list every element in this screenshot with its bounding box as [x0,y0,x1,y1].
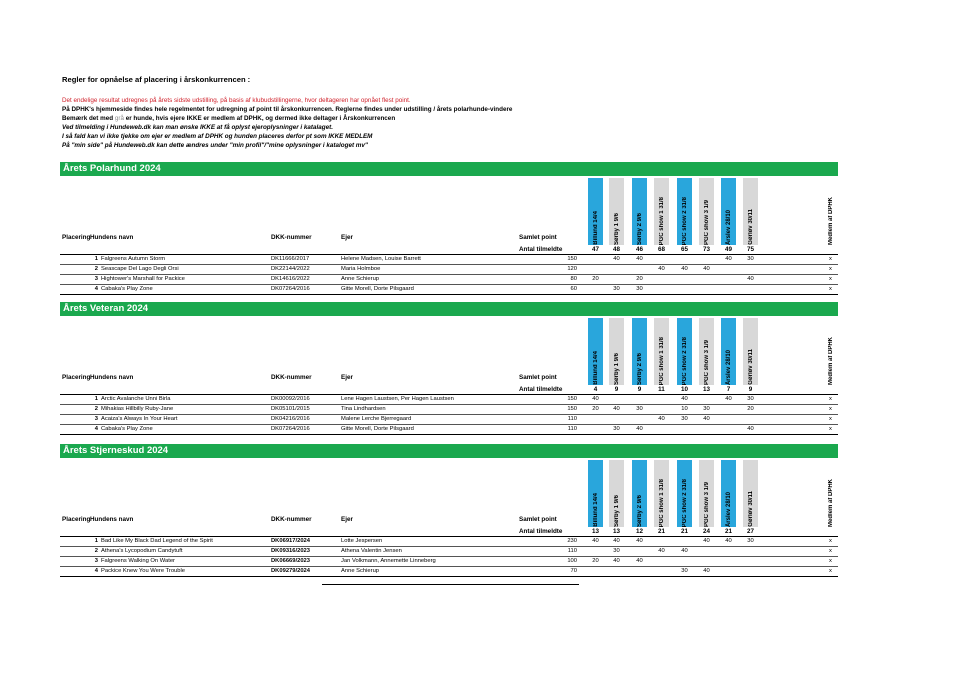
owner-cell: Anne Schierup [341,276,380,282]
table-row [60,265,838,275]
points-cell: 30 [613,426,620,432]
section-title: Årets Polarhund 2024 [60,162,838,176]
column-header-show [632,460,647,527]
table-row [60,415,838,425]
section-1 [60,162,838,295]
show-label: Sørby 2 9/6 [636,494,643,527]
column-header-placering: Placering [62,374,91,381]
member-cell: x [829,548,832,554]
count-cell: 27 [746,528,754,535]
points-cell: 30 [636,286,643,292]
column-header-ejer: Ejer [341,374,353,381]
show-label: Årslev 28/10 [725,491,732,527]
points-cell: 40 [658,266,665,272]
counts-row [60,386,838,395]
count-cell: 12 [635,528,643,535]
antal-label: Antal tilmeldte [519,386,563,393]
points-cell: 40 [592,538,599,544]
rules-text [62,96,842,150]
rules-line-3b: er hunde, hvis ejere IKKE er medlem af DPHK, og dermed ikke deltager i Årskonkurrencen [123,115,396,122]
placering-cell: 3 [94,416,98,422]
member-cell: x [829,416,832,422]
owner-cell: Anne Schierup [341,568,380,574]
rules-line-5: I så fald kan vi ikke tjekke om ejer er medlem af DPHK og hunden placeres derfor pt som IKKE MEDLEM [62,133,373,140]
owner-cell: Malene Lerche Bjerregaard [341,416,412,422]
table-row [60,405,838,415]
name-cell: Bad Like My Black Dad Legend of the Spirit [101,538,213,544]
show-label: PGC show 3 1/9 [703,199,710,245]
column-header-show [699,178,714,245]
show-label: PGC show 1 31/8 [658,336,665,385]
column-header-dkk: DKK-nummer [271,234,312,241]
section-title: Årets Veteran 2024 [60,302,838,316]
table-row [60,547,838,557]
placering-cell: 2 [94,548,98,554]
table-row [60,425,838,435]
count-cell: 21 [680,528,688,535]
dkk-cell: DK07264/2016 [271,426,310,432]
total-cell: 150 [567,396,577,402]
points-cell: 40 [613,538,620,544]
points-cell: 30 [613,548,620,554]
points-cell: 40 [636,256,643,262]
placering-cell: 2 [94,406,98,412]
points-cell: 30 [681,568,688,574]
show-label: Sørby 2 9/6 [636,212,643,245]
owner-cell: Gitte Morell, Dorte Pilsgaard [341,286,414,292]
table-row [60,395,838,405]
count-cell: 48 [612,246,620,253]
placering-cell: 4 [94,426,98,432]
points-cell: 40 [658,416,665,422]
rules-line-6: På "min side" på Hundeweb.dk kan dette ændres under "min profil"/"mine oplysninger i kataloget mv" [62,142,368,149]
show-label: Billund 14/4 [592,211,599,245]
section-title: Årets Stjerneskud 2024 [60,444,838,458]
total-cell: 110 [567,548,577,554]
column-header-show [677,318,692,385]
dkk-cell: DK11666/2017 [271,256,310,262]
count-cell: 4 [593,386,598,393]
points-cell: 40 [613,558,620,564]
table-row [60,567,838,577]
dkk-cell: DK06669/2023 [271,558,310,564]
name-cell: Seascape Del Lago Degli Orsi [101,266,179,272]
show-label: Sørby 2 9/6 [636,352,643,385]
count-cell: 75 [746,246,754,253]
column-header-show [743,178,758,245]
points-cell: 40 [703,568,710,574]
counts-row [60,528,838,537]
column-header-show [699,460,714,527]
points-cell: 20 [747,406,754,412]
show-label: Sørby 1 9/6 [613,494,620,527]
column-header-navn: Hundens navn [90,374,134,381]
column-header-placering: Placering [62,516,91,523]
count-cell: 21 [724,528,732,535]
count-cell: 73 [702,246,710,253]
name-cell: Mihakias Hillbilly Ruby-Jane [101,406,174,412]
name-cell: Cabaka's Play Zone [101,426,153,432]
column-header-show [654,460,669,527]
show-label: Årslev 28/10 [725,209,732,245]
placering-cell: 4 [94,568,98,574]
column-header-show [677,460,692,527]
member-cell: x [829,538,832,544]
points-cell: 40 [681,266,688,272]
column-header-show [654,178,669,245]
show-label: PGC show 1 31/8 [658,478,665,527]
points-cell: 30 [636,406,643,412]
show-label: PGC show 3 1/9 [703,339,710,385]
member-cell: x [829,568,832,574]
column-header-dkk: DKK-nummer [271,516,312,523]
points-cell: 40 [725,538,732,544]
count-cell: 68 [657,246,665,253]
table-row [60,557,838,567]
total-cell: 60 [570,286,577,292]
total-cell: 110 [567,426,577,432]
show-label: PGC show 2 31/8 [681,196,688,245]
total-cell: 120 [567,266,577,272]
total-cell: 110 [567,416,577,422]
points-cell: 40 [636,426,643,432]
points-cell: 30 [613,286,620,292]
points-cell: 20 [636,276,643,282]
show-label: Billund 14/4 [592,351,599,385]
owner-cell: Helene Madsen, Louise Barrett [341,256,421,262]
column-header-show [609,318,624,385]
column-header-samlet: Samlet point [519,234,557,241]
points-cell: 40 [725,396,732,402]
name-cell: Athena's Lycopodium Candytuft [101,548,183,554]
dkk-cell: DK09316/2023 [271,548,310,554]
points-cell: 40 [681,396,688,402]
name-cell: Falgreens Autumn Storm [101,256,166,262]
placering-cell: 4 [94,286,98,292]
member-cell: x [829,426,832,432]
dkk-cell: DK09279/2024 [271,568,310,574]
antal-label: Antal tilmeldte [519,528,563,535]
points-cell: 20 [592,276,599,282]
show-label: Gørløv 30/11 [747,491,754,527]
closing-rule [322,584,579,585]
column-header-medlem [823,178,838,245]
antal-label: Antal tilmeldte [519,246,563,253]
column-header-show [588,178,603,245]
count-cell: 11 [658,386,665,393]
points-cell: 40 [747,426,754,432]
count-cell: 9 [614,386,619,393]
points-cell: 40 [703,538,710,544]
name-cell: Packice Knew You Were Trouble [101,568,185,574]
column-header-show [699,318,714,385]
show-label: Sørby 1 9/6 [613,352,620,385]
member-cell: x [829,276,832,282]
owner-cell: Tina Lindhardsen [341,406,386,412]
points-cell: 20 [592,406,599,412]
show-label: Billund 14/4 [592,493,599,527]
member-cell: x [829,396,832,402]
column-header-show [721,318,736,385]
column-header-ejer: Ejer [341,516,353,523]
total-cell: 70 [570,568,577,574]
points-cell: 30 [747,538,754,544]
dkk-cell: DK04216/2016 [271,416,310,422]
name-cell: Falgreens Walking On Water [101,558,175,564]
points-cell: 40 [725,256,732,262]
column-header-show [721,178,736,245]
points-cell: 40 [703,416,710,422]
show-label: Sørby 1 9/6 [613,212,620,245]
column-header-show [743,318,758,385]
column-header-show [743,460,758,527]
points-cell: 10 [681,406,688,412]
points-cell: 40 [636,558,643,564]
member-cell: x [829,266,832,272]
table-row [60,285,838,295]
rules-title: Regler for opnåelse af placering i årskonkurrencen : [62,75,251,84]
table-header [60,458,838,528]
column-header-samlet: Samlet point [519,374,557,381]
rules-line-2: På DPHK's hjemmeside findes hele regelmentet for udregning af point til årskonkurrencen. Reglerne findes under udstilling / årets polarhunde-vindere [62,106,513,113]
dkk-cell: DK00092/2016 [271,396,310,402]
count-cell: 10 [680,386,688,393]
owner-cell: Gitte Morell, Dorte Pilsgaard [341,426,414,432]
show-label: Årslev 28/10 [725,349,732,385]
total-cell: 150 [567,406,577,412]
column-header-ejer: Ejer [341,234,353,241]
column-header-show [588,460,603,527]
total-cell: 150 [567,256,577,262]
count-cell: 65 [680,246,688,253]
show-label: Gørløv 30/11 [747,209,754,245]
rules-line-4: Ved tilmelding i Hundeweb.dk kan man ønske IKKE at få oplyst ejeroplysninger i katalaget. [62,124,333,131]
count-cell: 21 [657,528,665,535]
count-cell: 46 [635,246,643,253]
medlem-label: Medlem af DPHK [827,478,834,527]
show-label: Gørløv 30/11 [747,349,754,385]
show-label: PGC show 1 31/8 [658,196,665,245]
table-row [60,537,838,547]
member-cell: x [829,286,832,292]
column-header-medlem [823,460,838,527]
show-label: PGC show 2 31/8 [681,478,688,527]
count-cell: 7 [726,386,731,393]
column-header-samlet: Samlet point [519,516,557,523]
column-header-show [632,178,647,245]
points-cell: 40 [613,256,620,262]
dkk-cell: DK06917/2024 [271,538,310,544]
column-header-show [609,460,624,527]
count-cell: 13 [591,528,599,535]
name-cell: Acaiza's Always In Your Heart [101,416,178,422]
column-header-dkk: DKK-nummer [271,374,312,381]
points-cell: 40 [592,396,599,402]
rules-line-3 [62,114,842,123]
count-cell: 24 [702,528,710,535]
points-cell: 30 [703,406,710,412]
points-cell: 30 [747,396,754,402]
total-cell: 80 [570,276,577,282]
points-cell: 40 [703,266,710,272]
dkk-cell: DK14616/2022 [271,276,310,282]
count-cell: 47 [591,246,599,253]
column-header-medlem [823,318,838,385]
name-cell: Hightower's Marshall for Packice [101,276,185,282]
medlem-label: Medlem af DPHK [827,196,834,245]
dkk-cell: DK05101/2015 [271,406,310,412]
points-cell: 40 [636,538,643,544]
column-header-show [677,178,692,245]
count-cell: 13 [612,528,620,535]
column-header-show [654,318,669,385]
owner-cell: Maria Holmboe [341,266,381,272]
points-cell: 20 [592,558,599,564]
table-row [60,255,838,265]
column-header-navn: Hundens navn [90,516,134,523]
count-cell: 9 [748,386,753,393]
points-cell: 40 [747,276,754,282]
owner-cell: Lotte Jespersen [341,538,383,544]
total-cell: 100 [567,558,577,564]
name-cell: Arctic Avalanche Unni Birla [101,396,171,402]
dkk-cell: DK22144/2022 [271,266,310,272]
member-cell: x [829,406,832,412]
column-header-show [721,460,736,527]
rules-line-3a: Bemærk det med [62,115,115,122]
placering-cell: 3 [94,558,98,564]
name-cell: Cabaka's Play Zone [101,286,153,292]
section-2 [60,302,838,435]
dkk-cell: DK07264/2016 [271,286,310,292]
owner-cell: Lene Hagen Laustsen, Per Hagen Laustsen [341,396,454,402]
rules-line-1: Det endelige resultat udregnes på årets sidste udstilling, på basis af klubudstillingerne, hvor deltageren har opnået flest point. [62,97,411,104]
count-cell: 9 [637,386,642,393]
owner-cell: Jan Volkmann, Annemette Linneberg [341,558,436,564]
medlem-label: Medlem af DPHK [827,336,834,385]
placering-cell: 1 [94,538,98,544]
column-header-placering: Placering [62,234,91,241]
counts-row [60,246,838,255]
table-header [60,176,838,246]
count-cell: 13 [702,386,710,393]
total-cell: 230 [567,538,577,544]
placering-cell: 3 [94,276,98,282]
owner-cell: Athena Valentin Jensen [341,548,402,554]
points-cell: 40 [658,548,665,554]
column-header-show [609,178,624,245]
placering-cell: 1 [94,396,98,402]
column-header-show [632,318,647,385]
member-cell: x [829,256,832,262]
table-row [60,275,838,285]
show-label: PGC show 2 31/8 [681,336,688,385]
points-cell: 40 [681,548,688,554]
table-header [60,316,838,386]
member-cell: x [829,558,832,564]
points-cell: 40 [613,406,620,412]
points-cell: 30 [681,416,688,422]
section-3 [60,444,838,577]
points-cell: 30 [747,256,754,262]
placering-cell: 2 [94,266,98,272]
rules-line-3-grey: grå [114,115,124,122]
count-cell: 49 [724,246,732,253]
column-header-show [588,318,603,385]
column-header-navn: Hundens navn [90,234,134,241]
show-label: PGC show 3 1/9 [703,481,710,527]
placering-cell: 1 [94,256,98,262]
